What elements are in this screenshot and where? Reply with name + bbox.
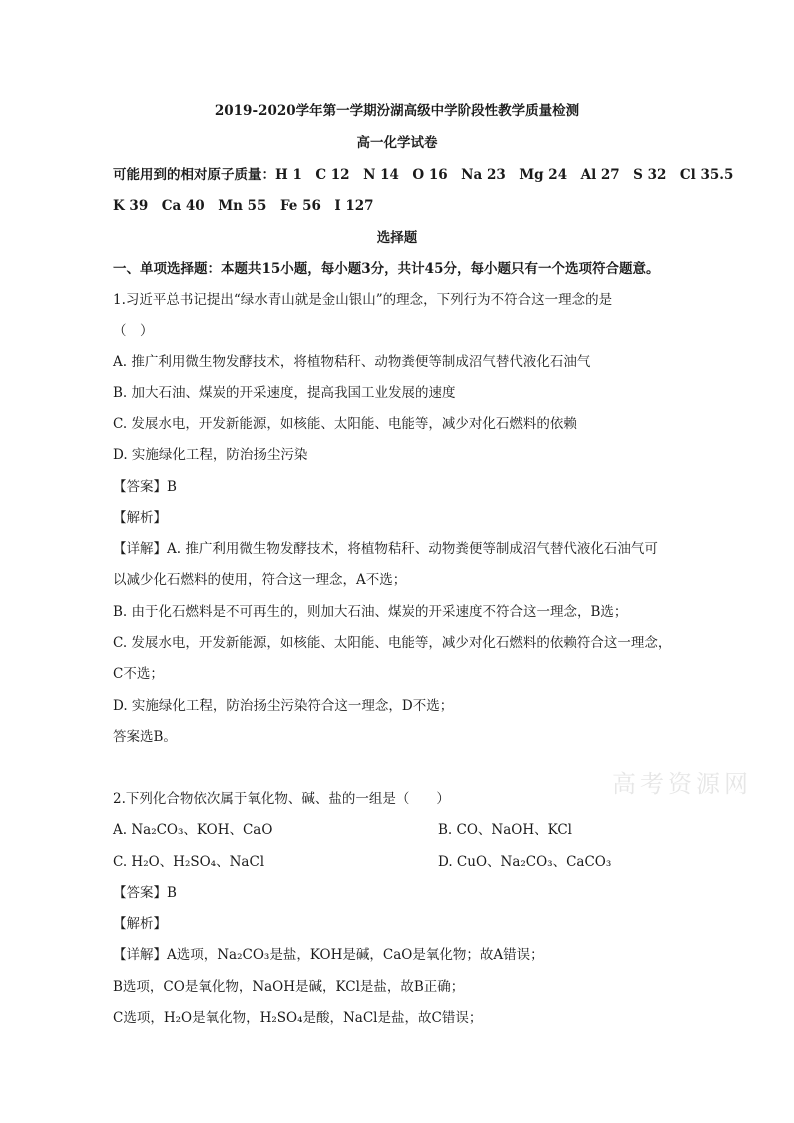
q1-option-b: B. 加大石油、煤炭的开采速度，提高我国工业发展的速度 xyxy=(113,385,456,401)
section-title: 选择题 xyxy=(376,230,418,246)
watermark: 高考资源网 xyxy=(612,770,752,798)
q1-detail-1: 【详解】A. 推广利用微生物发酵技术，将植物秸秆、动物粪便等制成沼气替代液化石油气可 xyxy=(113,541,658,557)
q1-detail-6: D. 实施绿化工程，防治扬尘污染符合这一理念，D不选； xyxy=(113,698,454,714)
q1-stem: 1.习近平总书记提出“绿水青山就是金山银山”的理念，下列行为不符合这一理念的是 xyxy=(113,292,613,308)
q1-detail-4: C. 发展水电，开发新能源，如核能、太阳能、电能等，减少对化石燃料的依赖符合这一理念， xyxy=(113,635,672,651)
section-instruction: 一、单项选择题：本题共15小题，每小题3分，共计45分，每小题只有一个选项符合题意。 xyxy=(113,261,660,277)
q2-option-a: A. Na₂CO₃、KOH、CaO xyxy=(113,822,273,838)
atomic-mass-line-1: 可能用到的相对原子质量：H 1 C 12 N 14 O 16 Na 23 Mg 24 Al 27 S 32 Cl 35.5 xyxy=(113,167,734,183)
q2-option-b: B. CO、NaOH、KCl xyxy=(438,822,572,838)
q1-detail-3: B. 由于化石燃料是不可再生的，则加大石油、煤炭的开采速度不符合这一理念，B选； xyxy=(113,604,628,620)
q1-detail-5: C不选； xyxy=(113,666,164,682)
q1-analysis-label: 【解析】 xyxy=(113,510,167,526)
q2-detail-3: C选项，H₂O是氧化物，H₂SO₄是酸，NaCl是盐，故C错误； xyxy=(113,1010,483,1026)
q1-option-d: D. 实施绿化工程，防治扬尘污染 xyxy=(113,447,308,463)
q1-stem-paren: （ ） xyxy=(113,323,154,339)
q2-analysis-label: 【解析】 xyxy=(113,916,167,932)
q2-option-d: D. CuO、Na₂CO₃、CaCO₃ xyxy=(438,854,612,870)
atomic-mass-line-2: K 39 Ca 40 Mn 55 Fe 56 I 127 xyxy=(113,198,374,214)
q2-detail-2: B选项，CO是氧化物，NaOH是碱，KCl是盐，故B正确； xyxy=(113,979,465,995)
exam-subtitle: 高一化学试卷 xyxy=(356,135,438,151)
q1-answer: 【答案】B xyxy=(113,479,177,495)
q2-detail-1: 【详解】A选项，Na₂CO₃是盐，KOH是碱，CaO是氧化物；故A错误； xyxy=(113,947,544,963)
q2-answer: 【答案】B xyxy=(113,885,177,901)
q2-stem: 2.下列化合物依次属于氧化物、碱、盐的一组是（ ） xyxy=(113,791,450,807)
q1-option-c: C. 发展水电，开发新能源，如核能、太阳能、电能等，减少对化石燃料的依赖 xyxy=(113,416,577,432)
q1-conclusion: 答案选B。 xyxy=(113,729,177,745)
q1-option-a: A. 推广利用微生物发酵技术，将植物秸秆、动物粪便等制成沼气替代液化石油气 xyxy=(113,354,591,370)
exam-title: 2019-2020学年第一学期汾湖高级中学阶段性教学质量检测 xyxy=(214,103,580,119)
q1-detail-2: 以减少化石燃料的使用，符合这一理念，A不选； xyxy=(113,572,407,588)
q2-option-c: C. H₂O、H₂SO₄、NaCl xyxy=(113,854,265,870)
